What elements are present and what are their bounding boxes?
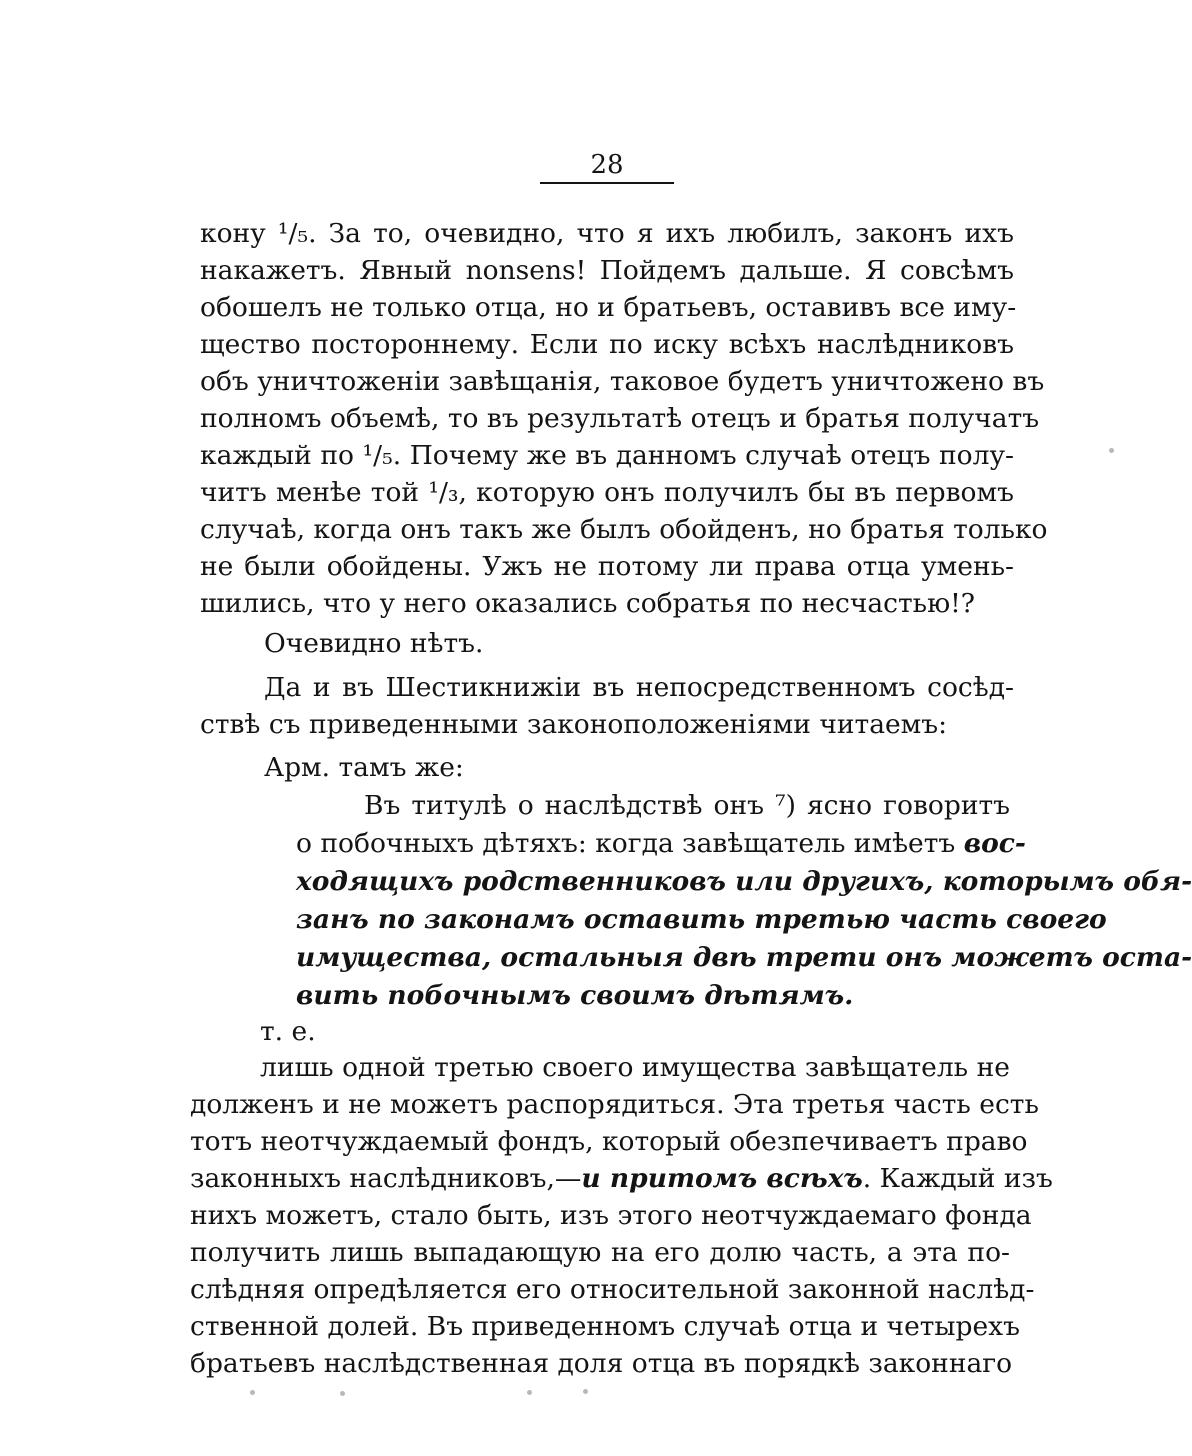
scan-speck xyxy=(250,1390,255,1395)
text-line: читъ менѣе той ¹/₃, которую онъ получилъ бы въ первомъ xyxy=(200,477,1014,508)
citation-line xyxy=(296,826,1026,862)
text-italic: и притомъ всѣхъ xyxy=(581,1163,863,1194)
scan-speck xyxy=(340,1391,345,1396)
citation-line-italic: вить побочнымъ своимъ дѣтямъ. xyxy=(296,980,854,1011)
page-number-rule xyxy=(540,182,674,184)
citation-text-plain: о побочныхъ дѣтяхъ: когда завѣщатель имѣетъ xyxy=(296,828,964,859)
text-plain: законныхъ наслѣдниковъ,— xyxy=(190,1163,582,1194)
text-line: объ уничтоженіи завѣщанія, таковое будетъ уничтожено въ xyxy=(200,366,1045,397)
text-line: щество постороннему. Если по иску всѣхъ наслѣдниковъ xyxy=(200,329,1014,360)
text-line: лишь одной третью своего имущества завѣщатель не xyxy=(260,1052,1010,1083)
text-line: нихъ можетъ, стало быть, изъ этого неотчуждаемаго фонда xyxy=(190,1200,1032,1231)
text-plain: . Каждый изъ xyxy=(862,1163,1053,1194)
citation-label: Арм. тамъ же: xyxy=(264,752,464,783)
text-line: случаѣ, когда онъ такъ же былъ обойденъ, но братья только xyxy=(200,514,1048,545)
text-line: полномъ объемѣ, то въ результатѣ отецъ и братья получатъ xyxy=(200,403,1040,434)
text-line: братьевъ наслѣдственная доля отца въ порядкѣ законнаго xyxy=(190,1348,1013,1379)
text-line xyxy=(190,1161,1053,1197)
text-line: Да и въ Шестикнижіи въ непосредственномъ сосѣд- xyxy=(264,672,1014,703)
text-line: долженъ и не можетъ распорядиться. Эта третья часть есть xyxy=(190,1089,1039,1120)
citation-line-italic: имущества, остальныя двѣ трети онъ можетъ оста- xyxy=(296,942,1192,973)
scan-speck xyxy=(1109,448,1114,453)
text-line: каждый по ¹/₅. Почему же въ данномъ случаѣ отецъ полу- xyxy=(200,440,1014,471)
citation-line-italic: занъ по законамъ оставить третью часть своего xyxy=(296,904,1107,935)
text-line: не были обойдены. Ужъ не потому ли права отца умень- xyxy=(200,551,1014,582)
scan-speck xyxy=(583,1389,588,1394)
text-line: ствѣ съ приведенными законоположеніями читаемъ: xyxy=(200,709,948,740)
text-line: получить лишь выпадающую на его долю часть, а эта по- xyxy=(190,1237,1010,1268)
citation-line: Въ титулѣ о наслѣдствѣ онъ ⁷) ясно говоритъ xyxy=(364,790,1010,821)
text-line: шились, что у него оказались собратья по несчастью!? xyxy=(200,588,975,619)
text-line: тотъ неотчуждаемый фондъ, который обезпечиваетъ право xyxy=(190,1126,1028,1157)
citation-line-italic: ходящихъ родственниковъ или другихъ, которымъ обя- xyxy=(296,866,1192,897)
text-line: обошелъ не только отца, но и братьевъ, оставивъ все иму- xyxy=(200,292,1017,323)
citation-text-italic: вос- xyxy=(963,828,1026,859)
text-line: ственной долей. Въ приведенномъ случаѣ отца и четырехъ xyxy=(190,1311,1020,1342)
paragraph-2: Очевидно нѣтъ. xyxy=(264,628,484,659)
text-line: кону ¹/₅. За то, очевидно, что я ихъ любилъ, законъ ихъ xyxy=(200,218,1014,249)
text-line: накажетъ. Явный nonsens! Пойдемъ дальше. Я совсѣмъ xyxy=(200,255,1014,286)
text-line: слѣдняя опредѣляется его относительной законной наслѣд- xyxy=(190,1274,1035,1305)
te-label: т. е. xyxy=(260,1016,316,1047)
scan-speck xyxy=(527,1390,532,1395)
page-number: 28 xyxy=(590,150,624,180)
